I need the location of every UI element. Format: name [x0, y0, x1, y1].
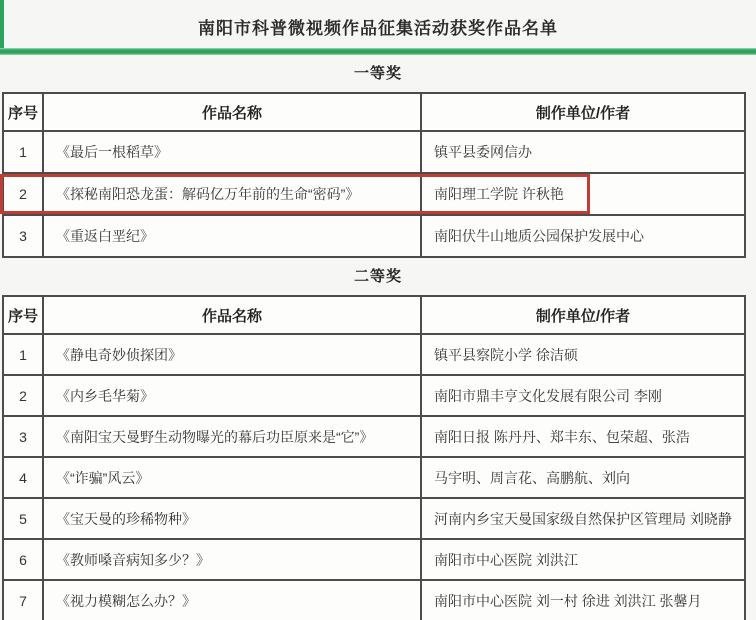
producer: 南阳日报 陈丹丹、郑丰东、包荣超、张浩 [421, 416, 745, 457]
header-row [3, 93, 745, 131]
header-row [3, 296, 745, 334]
col-header-index: 序号 [3, 296, 43, 334]
producer: 南阳市中心医院 刘洪江 [421, 539, 745, 580]
producer: 镇平县委网信办 [421, 131, 745, 173]
table-row [3, 375, 745, 416]
work-title: 《重返白垩纪》 [43, 215, 421, 257]
table-row [3, 457, 745, 498]
work-title: 《“诈骗”风云》 [43, 457, 421, 498]
row-index: 1 [3, 131, 43, 173]
green-accent-vertical [0, 0, 4, 50]
awards-table [2, 92, 746, 258]
producer: 马宇明、周言花、高鹏航、刘向 [421, 457, 745, 498]
col-header-work: 作品名称 [43, 93, 421, 131]
col-header-work: 作品名称 [43, 296, 421, 334]
table-row [3, 173, 745, 215]
awards-table [2, 295, 746, 620]
table-row [3, 539, 745, 580]
table-row [3, 215, 745, 257]
green-divider-line [0, 48, 756, 55]
table-row [3, 580, 745, 620]
work-title: 《宝天曼的珍稀物种》 [43, 498, 421, 539]
work-title: 《最后一根稻草》 [43, 131, 421, 173]
award-sections [0, 55, 756, 620]
section-heading: 一等奖 [353, 65, 402, 82]
producer: 南阳市鼎丰亨文化发展有限公司 李刚 [421, 375, 745, 416]
row-index: 2 [3, 173, 43, 215]
award-section [0, 55, 756, 258]
work-title: 《教师嗓音病知多少？》 [43, 539, 421, 580]
work-title: 《探秘南阳恐龙蛋：解码亿万年前的生命“密码”》 [43, 173, 421, 215]
table-row [3, 334, 745, 375]
producer: 河南内乡宝天曼国家级自然保护区管理局 刘晓静 [421, 498, 745, 539]
work-title: 《静电奇妙侦探团》 [43, 334, 421, 375]
row-index: 3 [3, 215, 43, 257]
producer: 南阳理工学院 许秋艳 [421, 173, 745, 215]
row-index: 6 [3, 539, 43, 580]
row-index: 4 [3, 457, 43, 498]
work-title: 《南阳宝天曼野生动物曝光的幕后功臣原来是“它”》 [43, 416, 421, 457]
producer: 镇平县察院小学 徐洁硕 [421, 334, 745, 375]
producer: 南阳伏牛山地质公园保护发展中心 [421, 215, 745, 257]
award-section [0, 258, 756, 620]
row-index: 2 [3, 375, 43, 416]
producer: 南阳市中心医院 刘一村 徐进 刘洪江 张馨月 [421, 580, 745, 620]
table-row [3, 416, 745, 457]
row-index: 7 [3, 580, 43, 620]
col-header-index: 序号 [3, 93, 43, 131]
table-row [3, 131, 745, 173]
row-index: 3 [3, 416, 43, 457]
col-header-producer: 制作单位/作者 [421, 93, 745, 131]
work-title: 《视力模糊怎么办？》 [43, 580, 421, 620]
page-title: 南阳市科普微视频作品征集活动获奖作品名单 [198, 19, 558, 38]
row-index: 5 [3, 498, 43, 539]
row-index: 1 [3, 334, 43, 375]
work-title: 《内乡毛华菊》 [43, 375, 421, 416]
section-heading: 二等奖 [353, 268, 402, 285]
table-row [3, 498, 745, 539]
col-header-producer: 制作单位/作者 [421, 296, 745, 334]
